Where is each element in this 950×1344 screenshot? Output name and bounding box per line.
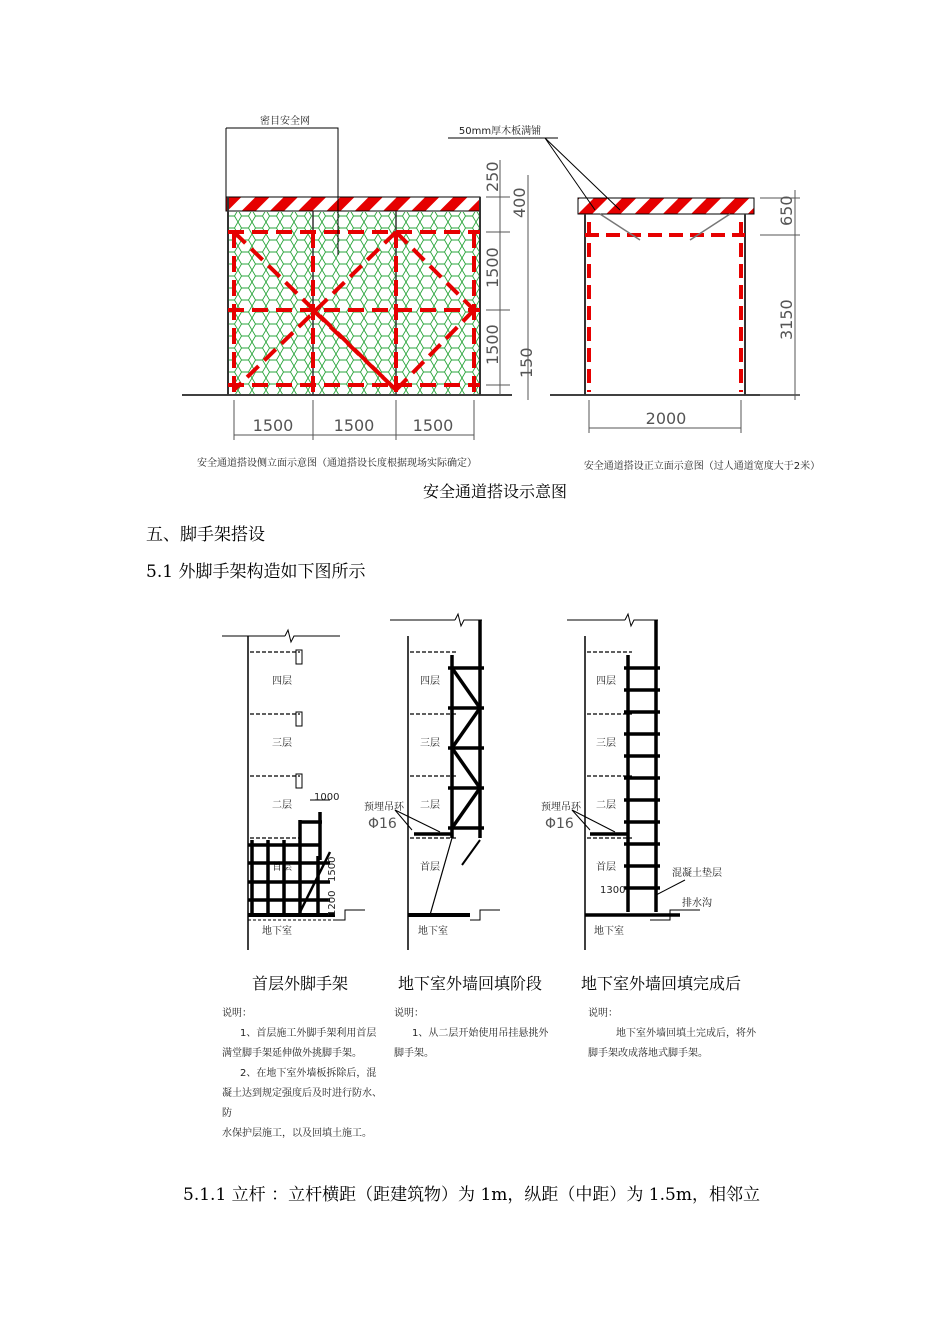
safety-passage-diagram	[0, 0, 950, 480]
note-3-head: 说明：	[588, 1008, 618, 1019]
d3-floor-1: 首层	[596, 862, 616, 873]
diagram-after-backfill	[541, 614, 722, 950]
dim-150: 150	[517, 347, 536, 378]
note-1-head: 说明：	[222, 1008, 252, 1019]
caption-backfill-stage: 地下室外墙回填阶段	[397, 974, 542, 993]
side-caption: 安全通道搭设正立面示意图（过人通道宽度大于2米）	[583, 461, 821, 472]
section-heading: 五、脚手架搭设	[146, 525, 265, 545]
d2-basement: 地下室	[418, 926, 448, 937]
note-3-line: 脚手架改成落地式脚手架。	[588, 1048, 708, 1059]
dim-h-1: 1500	[252, 416, 294, 435]
dim-3150: 3150	[777, 299, 796, 340]
front-elevation	[197, 114, 536, 469]
figure-title: 安全通道搭设示意图	[422, 482, 567, 501]
dim-250: 250	[483, 161, 502, 192]
d3-embed-size: Φ16	[545, 816, 574, 832]
caption-after-backfill: 地下室外墙回填完成后	[580, 974, 741, 993]
note-1-line: 1、首层施工外脚手架利用首层	[240, 1028, 377, 1039]
note-2	[394, 1004, 564, 1064]
front-caption: 安全通道搭设侧立面示意图（通道搭设长度根据现场实际确定）	[197, 458, 477, 469]
d2-floor-2: 二层	[420, 800, 440, 811]
d1-floor-3: 三层	[272, 738, 292, 749]
note-3	[588, 1004, 758, 1064]
d2-floor-3: 三层	[420, 738, 440, 749]
dim-1500-upper: 1500	[483, 247, 502, 288]
d1-dim-1200: 1200	[327, 890, 338, 916]
d3-embed-label: 预埋吊环	[541, 802, 581, 813]
dim-1500-lower: 1500	[483, 324, 502, 365]
d3-drain-label: 排水沟	[682, 898, 712, 909]
d2-embed-label: 预埋吊环	[364, 802, 404, 813]
d3-dim-1300: 1300	[600, 885, 626, 896]
d2-embed-size: Φ16	[368, 816, 397, 832]
paragraph-5-1-1: 5.1.1 立杆 ：立杆横距（距建筑物）为 1m，纵距（中距）为 1.5m，相邻立	[183, 1185, 760, 1205]
note-2-head: 说明：	[394, 1008, 424, 1019]
side-elevation	[448, 124, 820, 472]
plank-callout: 50mm厚木板满铺	[458, 126, 542, 137]
caption-ground-floor: 首层外脚手架	[251, 974, 348, 993]
note-1-line: 2、在地下室外墙板拆除后，混	[240, 1068, 377, 1079]
dim-h-2: 1500	[333, 416, 375, 435]
d3-floor-4: 四层	[596, 676, 616, 687]
note-1-line: 满堂脚手架延伸做外挑脚手架。	[222, 1048, 362, 1059]
note-1-line: 水保护层施工，以及回填土施工。	[222, 1128, 372, 1139]
subsection-heading: 5.1 外脚手架构造如下图所示	[146, 562, 366, 582]
note-1	[222, 1004, 384, 1144]
dim-400: 400	[510, 187, 529, 218]
d3-slab-label: 混凝土垫层	[672, 868, 722, 879]
d1-floor-4: 四层	[272, 676, 292, 687]
note-2-line: 1、从二层开始使用吊挂悬挑外	[412, 1028, 549, 1039]
d1-floor-2: 二层	[272, 800, 292, 811]
scaffold-diagram	[0, 600, 950, 960]
d1-dim-1000: 1000	[314, 792, 340, 803]
d3-basement: 地下室	[594, 926, 624, 937]
note-2-line: 脚手架。	[394, 1048, 434, 1059]
d1-floor-1: 首层	[272, 862, 292, 873]
dim-650: 650	[777, 195, 796, 226]
diagram-ground-floor-scaffold	[222, 630, 365, 950]
note-1-line: 凝土达到规定强度后及时进行防水、防	[222, 1088, 382, 1119]
d3-floor-3: 三层	[596, 738, 616, 749]
note-3-line: 地下室外墙回填土完成后，将外	[616, 1028, 756, 1039]
d2-floor-4: 四层	[420, 676, 440, 687]
dim-2000: 2000	[645, 409, 687, 428]
dim-h-3: 1500	[412, 416, 454, 435]
d3-floor-2: 二层	[596, 800, 616, 811]
d1-basement: 地下室	[262, 926, 292, 937]
d2-floor-1: 首层	[420, 862, 440, 873]
net-callout: 密目安全网	[260, 116, 310, 127]
diagram-basement-backfill-stage	[364, 614, 500, 950]
d1-dim-1500: 1500	[327, 856, 338, 882]
